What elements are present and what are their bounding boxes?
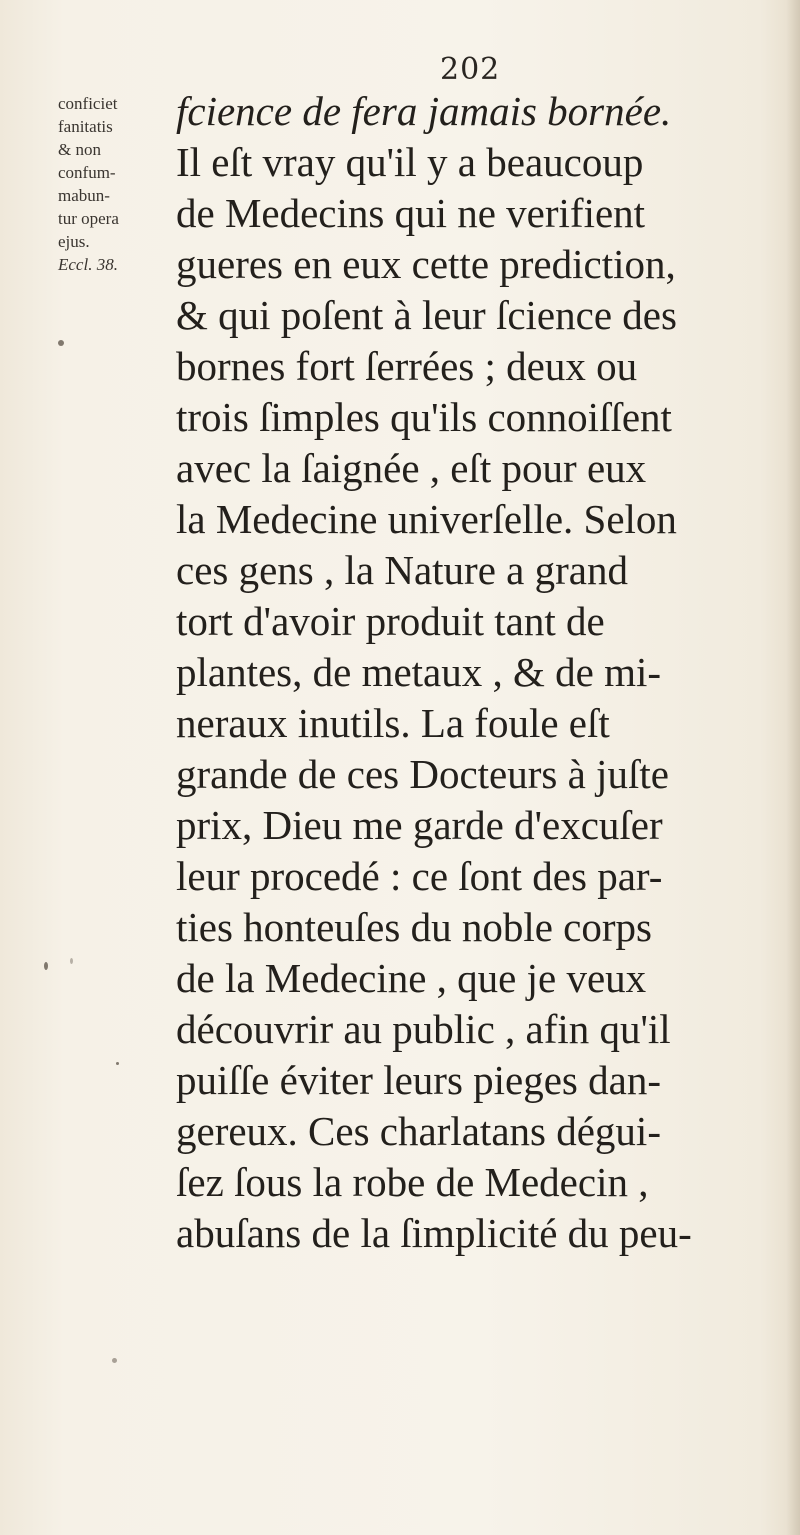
margin-note-line: mabun- bbox=[58, 186, 110, 205]
page-number: 202 bbox=[440, 52, 501, 87]
text-line: gueres en eux cette prediction, bbox=[176, 241, 676, 287]
margin-note-line: confum- bbox=[58, 163, 116, 182]
margin-note-line: conficiet bbox=[58, 94, 118, 113]
text-line: neraux inutils. La foule eſt bbox=[176, 700, 610, 746]
text-line: ſez ſous la robe de Medecin , bbox=[176, 1159, 649, 1205]
text-line: la Medecine univerſelle. Selon bbox=[176, 496, 677, 542]
page-edge-shadow bbox=[786, 0, 800, 1535]
body-text bbox=[176, 86, 776, 1259]
text-line: bornes fort ſerrées ; deux ou bbox=[176, 343, 638, 389]
text-line: de Medecins qui ne verifient bbox=[176, 190, 646, 236]
text-line: fcience de fera jamais bornée. bbox=[176, 88, 672, 134]
text-line: gereux. Ces charlatans dégui- bbox=[176, 1108, 661, 1154]
ink-speck bbox=[112, 1358, 117, 1363]
margin-note-line: fanitatis bbox=[58, 117, 113, 136]
text-line: tort d'avoir produit tant de bbox=[176, 598, 605, 644]
text-line: ties honteuſes du noble corps bbox=[176, 904, 652, 950]
text-line: puiſſe éviter leurs pieges dan- bbox=[176, 1057, 661, 1103]
text-line: Il eſt vray qu'il y a beaucoup bbox=[176, 139, 644, 185]
text-line: découvrir au public , afin qu'il bbox=[176, 1006, 671, 1052]
ink-speck bbox=[44, 962, 48, 970]
text-line: grande de ces Docteurs à juſte bbox=[176, 751, 669, 797]
text-line: prix, Dieu me garde d'excuſer bbox=[176, 802, 663, 848]
margin-note bbox=[58, 92, 168, 276]
ink-speck bbox=[116, 1062, 119, 1065]
text-line: abuſans de la ſimplicité du peu- bbox=[176, 1210, 692, 1256]
margin-note-reference: Eccl. 38. bbox=[58, 255, 118, 274]
ink-speck bbox=[70, 958, 73, 964]
text-line: de la Medecine , que je veux bbox=[176, 955, 647, 1001]
text-line: trois ſimples qu'ils connoiſſent bbox=[176, 394, 672, 440]
ink-speck bbox=[58, 340, 64, 346]
text-line: leur procedé : ce ſont des par- bbox=[176, 853, 663, 899]
text-line: plantes, de metaux , & de mi- bbox=[176, 649, 662, 695]
text-line: & qui poſent à leur ſcience des bbox=[176, 292, 677, 338]
text-line: ces gens , la Nature a grand bbox=[176, 547, 628, 593]
margin-note-line: tur opera bbox=[58, 209, 119, 228]
margin-note-line: ejus. bbox=[58, 232, 90, 251]
margin-note-line: & non bbox=[58, 140, 101, 159]
text-line: avec la ſaignée , eſt pour eux bbox=[176, 445, 647, 491]
